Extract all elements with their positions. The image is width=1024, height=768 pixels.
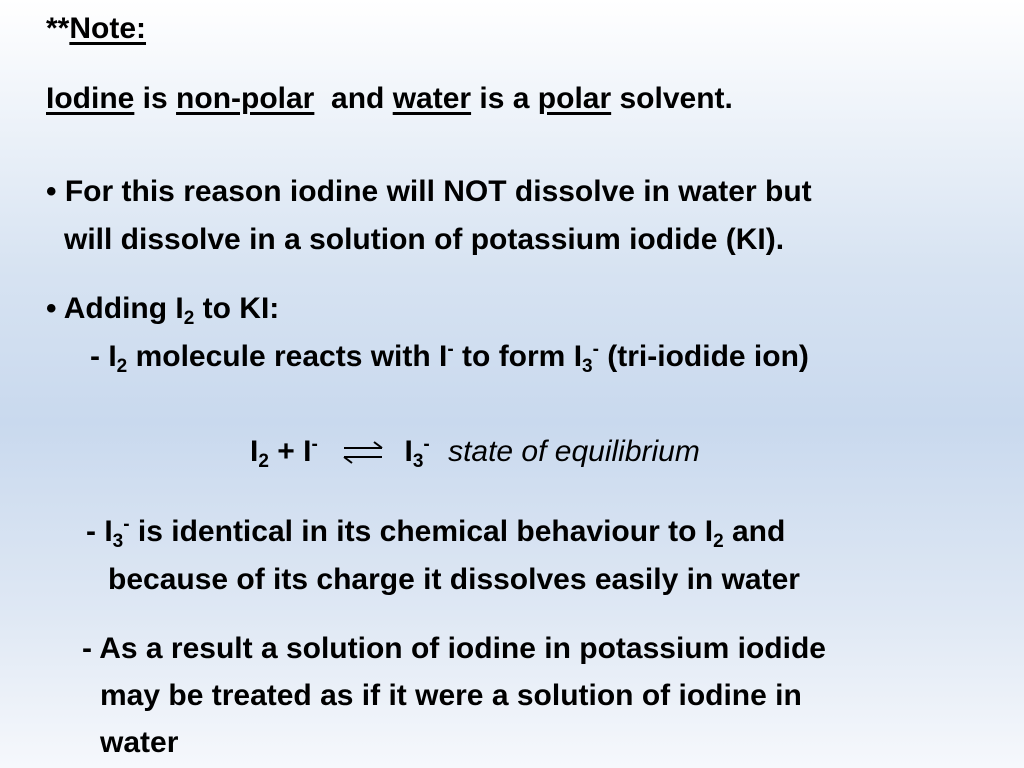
sub-point-identical-line2: because of its charge it dissolves easily in water [108, 563, 800, 596]
sub-point-identical: - $I_3^-$ is identical in its chemical behaviour to $I_2$ and [86, 514, 786, 552]
bullet2-line: • Adding $I_2$ to KI: [46, 292, 280, 329]
bullet1-line1: • For this reason iodine will NOT dissolve in water but [46, 175, 812, 208]
intro-word-iodine: Iodine [46, 82, 135, 115]
sub-point-result-line3: water [100, 726, 179, 759]
sub-point-reaction: - $I_2$ molecule reacts with I- to form $I_3^-$ (tri-iodide ion) [90, 339, 809, 377]
sub-point-result-line2: may be treated as if it were a solution of iodine in [100, 679, 802, 712]
sub-point-result-line1: - As a result a solution of iodine in potassium iodide [82, 632, 826, 665]
note-label: Note: [69, 12, 147, 45]
bullet1-line2: will dissolve in a solution of potassium iodide (KI). [64, 223, 785, 256]
equilibrium-arrows-icon [340, 439, 386, 465]
note-heading [46, 12, 146, 47]
bullet-marker: • [46, 292, 57, 325]
intro-word-nonpolar: non-polar [176, 82, 315, 115]
intro-word-water: water [392, 82, 472, 115]
intro-word-polar: polar [537, 82, 612, 115]
intro-line: Iodine is non-polar and water is a polar solvent. [46, 82, 733, 115]
equilibrium-label: state of equilibrium [448, 435, 700, 468]
equilibrium-equation: $I_2 + I^-$ $I_3^-$ state of equilibrium [250, 434, 700, 472]
bullet-marker: • [46, 175, 57, 208]
note-prefix: ** [46, 12, 70, 45]
